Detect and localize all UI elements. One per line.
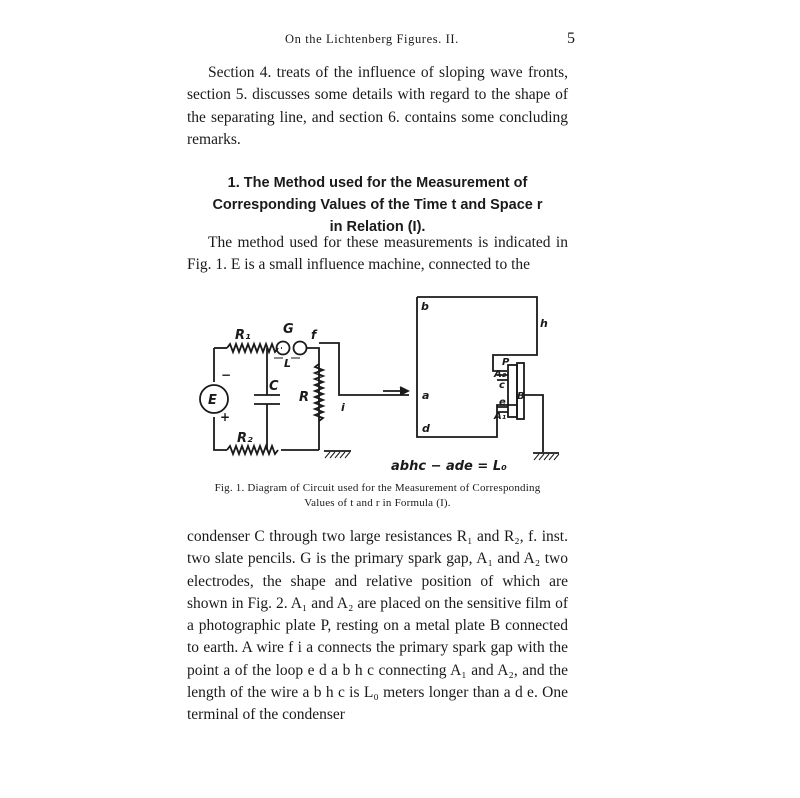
resistor-r1 (227, 344, 278, 352)
loop-wire-top (417, 297, 537, 371)
method-paragraph: The method used for these measurements is indicated in Fig. 1. E is a small influence machine, connected to the (187, 234, 568, 274)
label-l: L (284, 357, 292, 370)
label-f: f (311, 328, 317, 342)
label-i: i (341, 401, 345, 414)
label-d: d (422, 422, 430, 435)
wire-fia (319, 343, 409, 395)
intro-paragraph: Section 4. treats of the influence of sloping wave fronts, section 5. discusses some details with regard to the shape of the separating line, and section 6. contains some concluding remarks. (187, 64, 568, 148)
label-a: a (422, 389, 430, 402)
label-e-small: e (499, 397, 506, 408)
page-header (285, 30, 575, 50)
label-h: h (540, 317, 548, 330)
section-heading-line2: Corresponding Values of the Time t and Space r (212, 197, 543, 213)
label-r2: R₂ (237, 431, 253, 446)
label-r1: R₁ (235, 328, 251, 343)
label-plus: + (220, 410, 231, 424)
running-title: On the Lichtenberg Figures. II. (285, 32, 459, 46)
resistor-r2 (227, 446, 278, 454)
label-c-small: c (499, 380, 505, 391)
label-a1: A₁ (494, 411, 507, 422)
section-heading (187, 172, 568, 238)
label-c: C (269, 379, 279, 394)
label-p: P (502, 357, 510, 368)
continuation-paragraph: condenser C through two large resistances R₁ and R₂, f. inst. two slate pencils. G is the primary spark gap, A₁ and A₂ two electrodes, the shape and relative position of which are shown in Fig. 2. A₁ and A₂ are placed on the sensitive film of a photographic plate P, resting on a metal plate B connected to earth. A wire f i a connects the primary spark gap with the point a of the loop e d a b h c connecting A₁ and A₂, and the length of the wire a b h c is L₀ meters longer than a d e. One terminal of the condenser (187, 528, 568, 724)
label-g: G (283, 322, 294, 337)
caption-line2: Values of t and r in Formula (I). (304, 497, 451, 509)
figure-caption (187, 481, 568, 511)
label-minus: − (221, 368, 232, 382)
label-b-plate: B (517, 391, 525, 402)
circuit-diagram (187, 287, 568, 477)
spark-sphere-right (294, 342, 307, 355)
equation: abhc − ade = L₀ (391, 459, 507, 474)
spark-sphere-left (277, 342, 290, 355)
caption-line1: Fig. 1. Diagram of Circuit used for the Measurement of Corresponding (214, 482, 541, 494)
section-heading-line3: in Relation (I). (329, 219, 426, 235)
section-heading-line1: 1. The Method used for the Measurement of (227, 175, 528, 191)
label-a2: A₂ (494, 369, 507, 380)
label-b: b (421, 300, 429, 313)
label-e: E (208, 393, 217, 408)
ground-hatch-left (325, 452, 350, 458)
wire-b-earth (524, 395, 543, 452)
arrow-head (400, 387, 408, 395)
circuit-figure (187, 287, 568, 477)
label-r: R (299, 390, 310, 405)
page-number: 5 (567, 30, 575, 47)
photo-plate-p (508, 365, 517, 417)
ground-hatch-right (534, 454, 559, 460)
